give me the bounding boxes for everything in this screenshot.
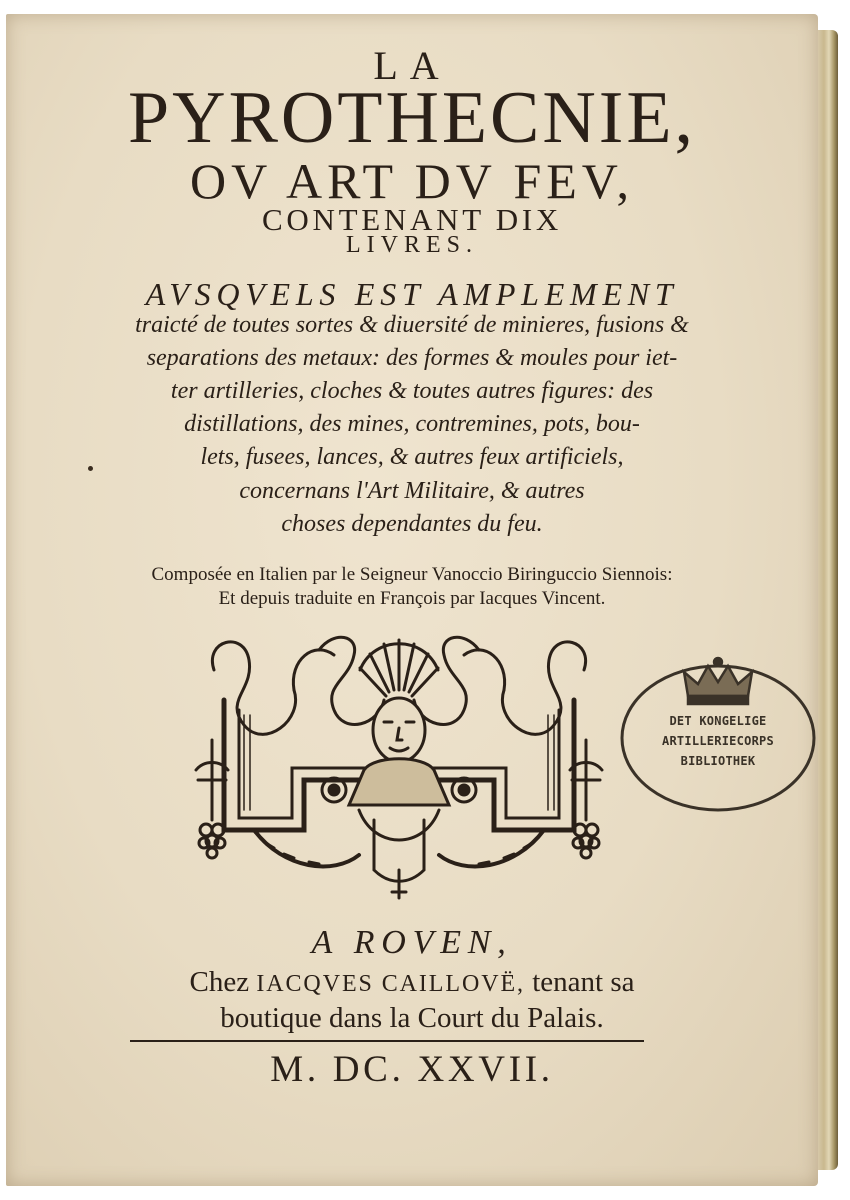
description-line: traicté de toutes sortes & diuersité de minieres, fusions & (135, 312, 689, 338)
publisher-suffix: tenant sa (532, 966, 635, 998)
stamp-outline (618, 650, 818, 814)
subtitle-livres: LIVRES. (346, 232, 478, 258)
description-line: separations des metaux: des formes & moules pour iet- (146, 345, 678, 371)
main-title: PYROTHECNIE, (128, 77, 696, 159)
description-line: ter artilleries, cloches & toutes autres figures: des (170, 378, 654, 404)
author-line: Composée en Italien par le Seigneur Vanoccio Biringuccio Siennois: (151, 564, 673, 585)
crown-icon (684, 658, 752, 704)
title-page (6, 14, 818, 1186)
ink-speck (88, 466, 93, 471)
imprint-rule (130, 1040, 644, 1042)
description-line: concernans l'Art Militaire, & autres (239, 478, 585, 504)
publisher-name: IACQVES CAILLOVË, (256, 971, 525, 997)
imprint-address: boutique dans la Court du Palais. (220, 1002, 604, 1034)
stamp-text-line: BIBLIOTHEK (680, 754, 756, 768)
imprint-place: A ROVEN, (311, 924, 513, 961)
description-heading: AVSQVELS EST AMPLEMENT (145, 276, 679, 312)
subtitle-contenant: CONTENANT DIX (261, 202, 563, 237)
imprint-date: M. DC. XXVII. (270, 1049, 554, 1090)
stamp-text-line: DET KONGELIGE (669, 714, 767, 728)
description-line: lets, fusees, lances, & autres feux artificiels, (200, 444, 624, 470)
description-line: distillations, des mines, contremines, pots, bou- (184, 411, 640, 437)
woodcut-printers-ornament-icon (184, 630, 614, 908)
publisher-prefix: Chez (189, 966, 250, 998)
imprint-publisher (6, 966, 818, 999)
book-fore-edge (818, 30, 838, 1170)
description-line: choses dependantes du feu. (281, 511, 543, 537)
title-article: LA (373, 43, 451, 88)
translator-line: Et depuis traduite en François par Iacques Vincent. (218, 588, 606, 609)
library-stamp (618, 650, 818, 814)
subtitle-art-du-feu: OV ART DV FEV, (190, 153, 634, 209)
stamp-text-line: ARTILLERIECORPS (662, 734, 774, 748)
